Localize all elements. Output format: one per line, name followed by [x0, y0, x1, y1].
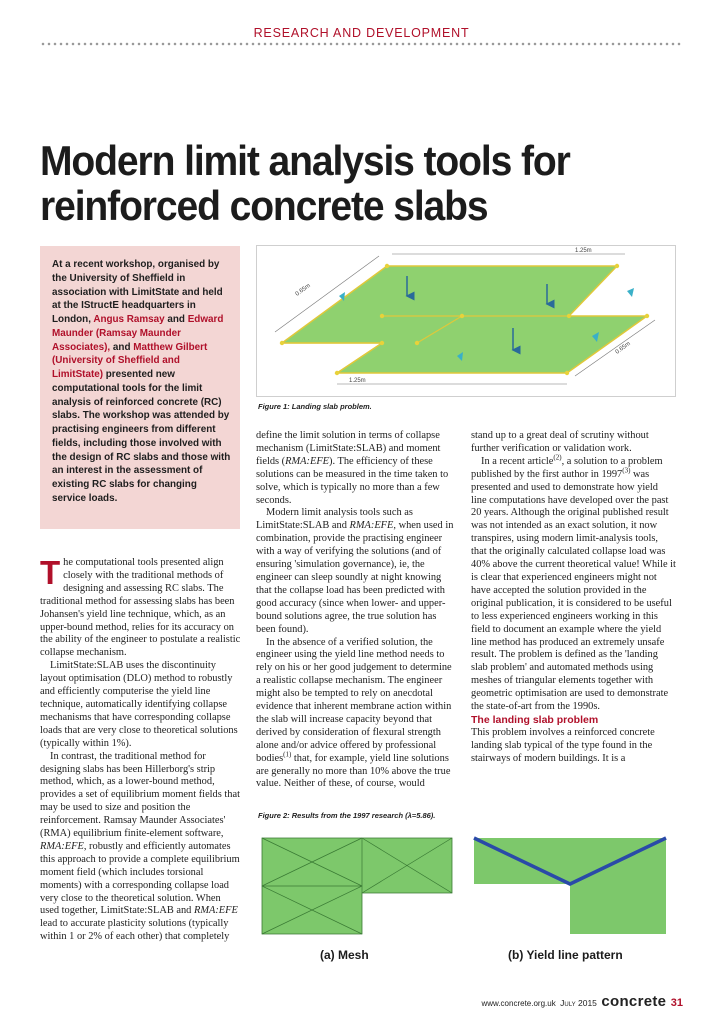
paragraph-text: In contrast, the traditional method for designing slabs has been Hillerborg's strip method, which, as a lower-bound method, provides a set of equilibrium moment fields that may be used to size and position the reinforcement. Ramsay Maunder Associates' (RMA) equilibrium finite-element software,: [40, 750, 240, 840]
software-name: RMA:EFE: [285, 455, 330, 467]
paragraph-text: In a recent article: [481, 455, 554, 467]
paragraph-text: that, for example, yield line solutions are generally no more than 10% above the true value. Neither of these, of course, would: [256, 752, 451, 790]
body-column-2: [256, 430, 458, 791]
paragraph-text: , when used in combination, provide the practising engineer with a way of verifying the solutions (and of ensuring 'simulation governance), ie, the engineer can sleep soundly at night knowing that the collapse load has been predicted with good accuracy (since when lower- and upper-bound solutions agree, the true solution has been found).: [256, 520, 454, 635]
slab-outline: [282, 266, 647, 373]
yield-line-label: (b) Yield line pattern: [508, 948, 623, 962]
footer-date: July 2015: [560, 998, 597, 1008]
figure-1-landing-slab: [256, 245, 676, 397]
figure-2-caption: Figure 2: Results from the 1997 research (λ=5.86).: [258, 811, 436, 820]
figure-2-results: [256, 826, 676, 970]
intro-text: and: [164, 314, 188, 325]
author-name: Edward Maunder (Ramsay Maunder Associates),: [52, 314, 224, 353]
software-name: RMA:EFE: [193, 905, 238, 917]
paragraph: [40, 554, 242, 660]
paragraph-text: ). The efficiency of these solutions can be measured in the time taken to solve, which is typically no more than a few seconds.: [256, 455, 449, 506]
paragraph-text: lead to accurate plasticity solutions (typically within 1 or 2% of each other) that completely: [40, 918, 230, 943]
software-name: RMA:EFE: [349, 520, 394, 532]
paragraph: LimitState:SLAB uses the discontinuity layout optimisation (DLO) method to robustly and efficiently computerise the yield line technique, automatically identifying collapse mechanisms that have corresponding collapse loads that are very close to theoretical solutions (typically within 1%).: [40, 660, 238, 749]
paragraph: [40, 751, 242, 945]
paragraph-text: was presented and used to demonstrate how yield line computations have developed over the past 20 years. Although the original published result was not intended as an exact solution, it now transpires, using modern limit-analysis tools, that the originally calculated collapse load was 40% above the current theoretical value! While it is clear that experienced engineers might not have accepted the solution provided in the original publication, it is considered to be useful to less experienced engineers working in this field to document an example where the yield line method has produced an extremely unsafe result. The problem is defined as the 'landing slab problem' and automated methods using meshes of triangular elements together with geometric optimisation are used to demonstrate the state-of-art from the 1990s.: [471, 468, 676, 713]
mesh-label: (a) Mesh: [320, 948, 369, 962]
paragraph-text: he computational tools presented align closely with the traditional methods of designing and assessing RC slabs. The traditional method for assessing slabs has been Johansen's yield line technique, which, as an upper-bound method, relies for its accuracy on the ability of the engineer to postulate a realistic collapse mechanism.: [40, 557, 241, 659]
body-column-1: [40, 554, 242, 944]
section-subheading: The landing slab problem: [471, 713, 599, 726]
drop-cap: T: [40, 554, 61, 591]
landing-slab-diagram: [257, 246, 675, 396]
paragraph-text: define the limit solution in terms of collapse mechanism (LimitState:SLAB) and moment fields (: [256, 430, 441, 467]
paragraph: This problem involves a reinforced concrete landing slab typical of the type found in the stairways of modern buildings. It is a: [471, 726, 655, 764]
paragraph: [256, 637, 458, 792]
figure-1-caption: Figure 1: Landing slab problem.: [258, 402, 372, 411]
paragraph: stand up to a great deal of scrutiny without further verification or validation work.: [471, 430, 649, 454]
title-line-2: reinforced concrete slabs: [40, 182, 488, 229]
footer-url: www.concrete.org.uk: [481, 999, 556, 1008]
intro-text: and: [110, 341, 134, 353]
dimension-top: 1.25m: [575, 248, 592, 254]
paragraph: [256, 507, 458, 636]
intro-standfirst: [40, 246, 240, 529]
body-column-3: [471, 430, 676, 766]
reference-marker: (2): [553, 453, 562, 462]
intro-text: At a recent workshop, organised by the University of Sheffield in association with LimitState and held at the IStructE headquarters in London,: [52, 259, 223, 325]
reference-marker: (3): [622, 466, 631, 475]
paragraph-text: , robustly and efficiently automates this approach to provide a complete equilibrium moment field (which includes torsional moments) with a corresponding collapse load very close to the theoretical solution. When used together, LimitState:SLAB and: [40, 840, 240, 917]
paragraph: [471, 453, 676, 714]
page-footer: [0, 993, 683, 1011]
author-name: Angus Ramsay: [93, 314, 165, 325]
dimension-right: 0.65m: [614, 340, 632, 356]
paragraph-text: Modern limit analysis tools such as LimitState:SLAB and: [256, 507, 413, 532]
software-name: RMA:EFE: [40, 840, 84, 852]
dimension-left: 0.65m: [294, 282, 312, 298]
page-number: 31: [670, 997, 683, 1009]
author-name: Matthew Gilbert (University of Sheffield and LimitState): [52, 341, 208, 380]
intro-text: presented new computational tools for the limit analysis of reinforced concrete (RC) slabs. The workshop was attended by practising engineers from different fields, including those involved with the design of RC slabs and those with an interest in the assessment of existing RC slabs for changing service loads.: [52, 369, 231, 504]
reference-marker: (1): [283, 750, 292, 759]
section-heading: RESEARCH AND DEVELOPMENT: [253, 26, 470, 40]
dimension-bottom: 1.25m: [349, 378, 366, 384]
paragraph-text: , a solution to a problem published by the first author in 1997: [471, 455, 663, 480]
title-line-1: Modern limit analysis tools for: [40, 137, 570, 184]
paragraph-text: In the absence of a verified solution, the engineer using the yield line method needs to rely on his or her good judgement to determine a realistic collapse mechanism. The engineer might also be tempted to rely on anecdotal evidence that inherent membrane action within the slab will increase capacity beyond that derived by consideration of flexural strength alone and/or advice offered by professional bodies: [256, 636, 452, 764]
header-divider: [40, 42, 683, 46]
magazine-logo: concrete: [601, 993, 667, 1010]
paragraph: [256, 430, 458, 507]
article-title: [40, 138, 654, 228]
